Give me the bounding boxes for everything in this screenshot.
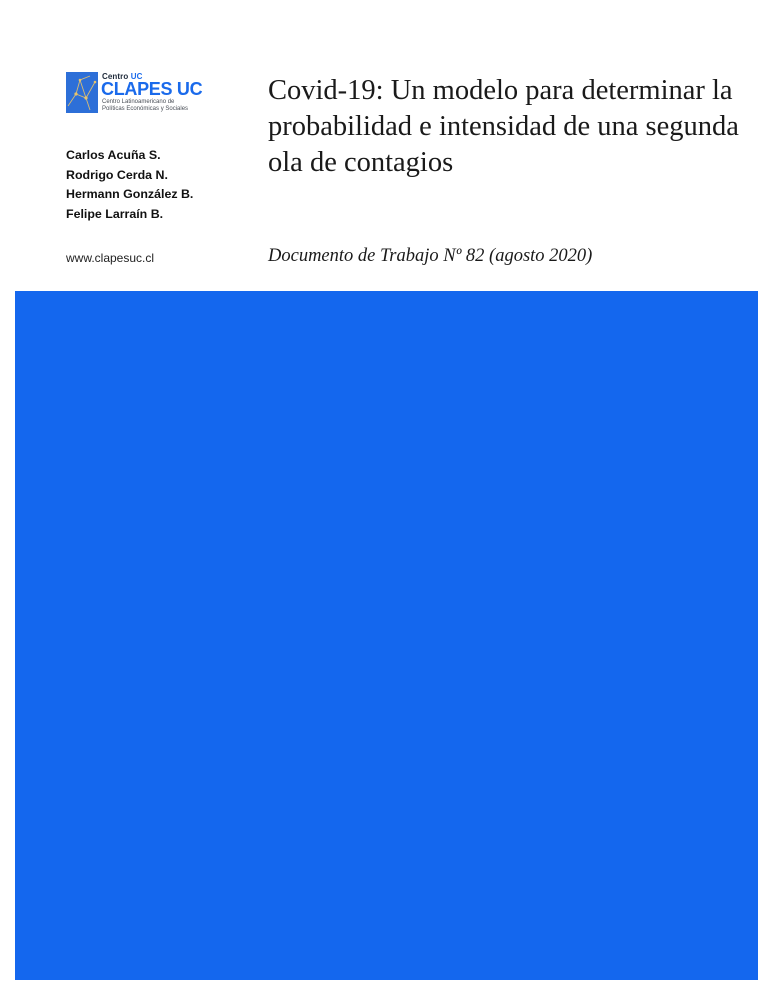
logo-wordmark: CLAPES UC	[101, 79, 203, 99]
network-nodes-icon	[66, 72, 98, 113]
logo-tagline: Centro UC	[102, 72, 143, 81]
author-name: Hermann González B.	[66, 187, 194, 201]
logo-subtitle: Centro Latinoamericano de Políticas Económicas y Sociales	[102, 99, 189, 112]
clapes-uc-logo	[66, 72, 226, 118]
author-name: Carlos Acuña S.	[66, 148, 161, 162]
cover-color-block	[15, 291, 758, 980]
author-name: Felipe Larraín B.	[66, 206, 164, 221]
website-link[interactable]: www.clapesuc.cl	[66, 251, 155, 265]
document-subtitle: Documento de Trabajo Nº 82 (agosto 2020)	[268, 246, 593, 266]
document-title: Covid-19: Un modelo para determinar la probabilidad e intensidad de una segunda ola de contagios	[268, 75, 739, 178]
author-list	[66, 146, 193, 224]
author-name: Rodrigo Cerda N.	[66, 167, 168, 182]
